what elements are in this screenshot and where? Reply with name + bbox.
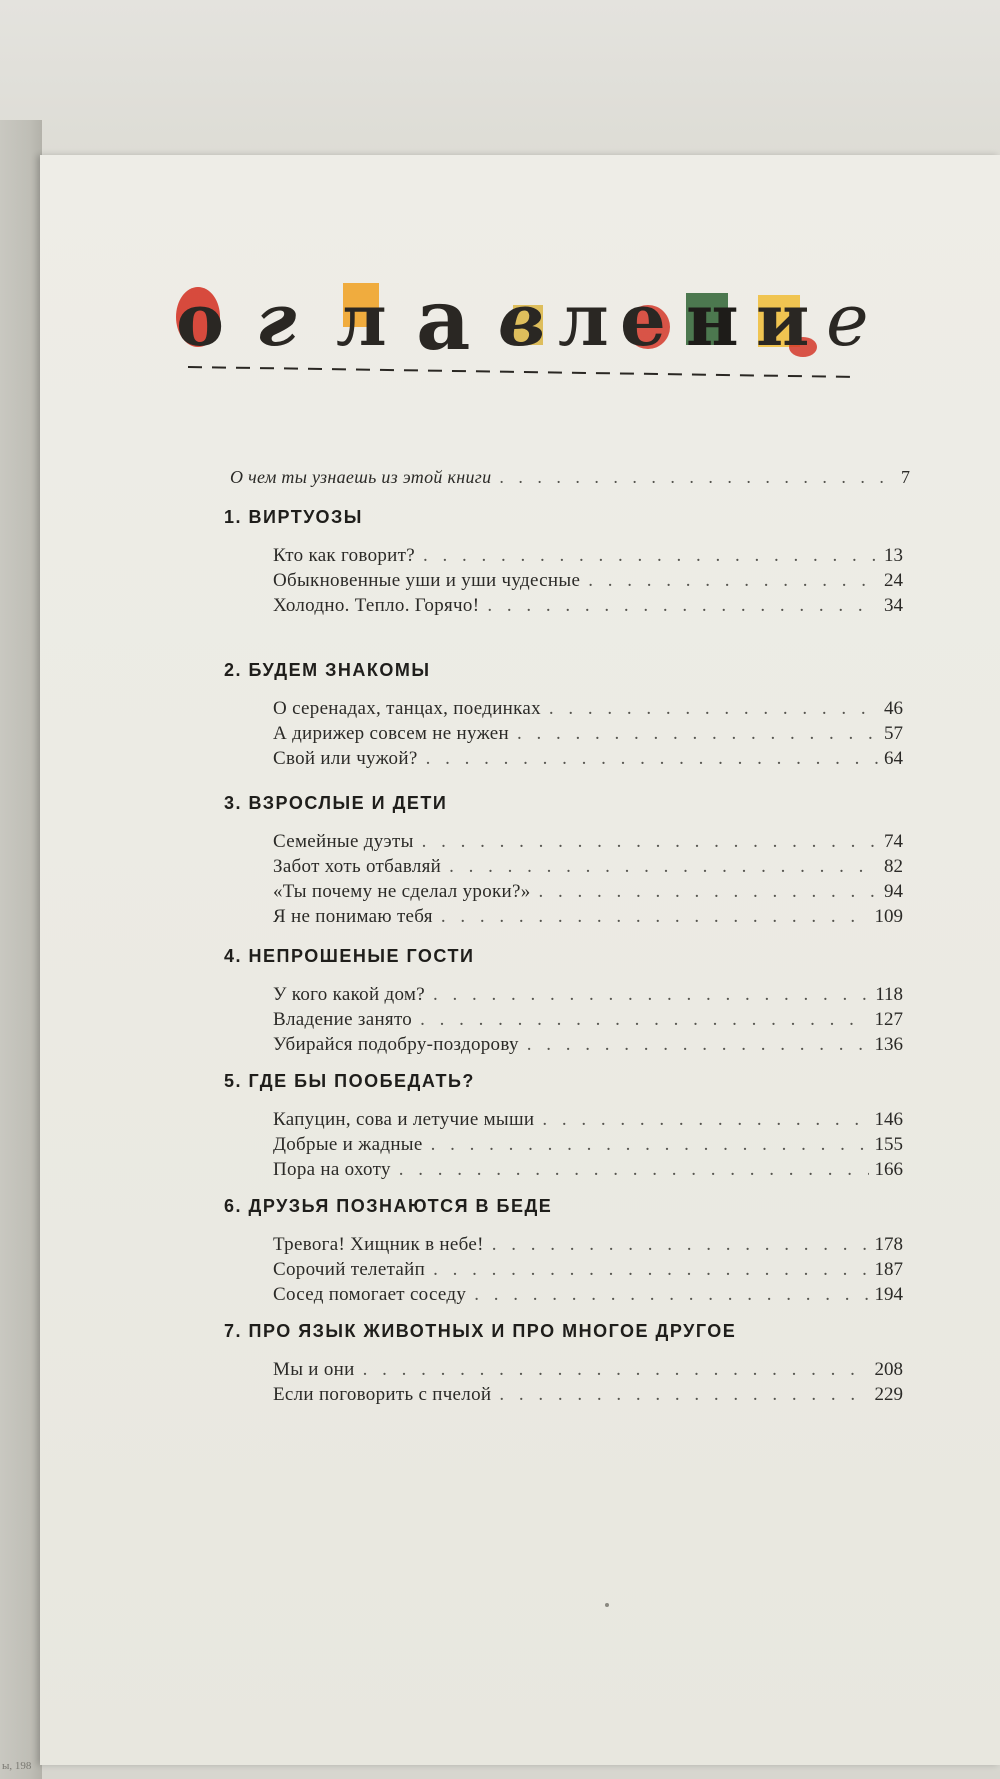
dot-leader [588,570,878,592]
entry-title: Владение занято [273,1009,413,1030]
dot-leader [426,748,878,770]
toc-entry[interactable] [273,748,903,770]
entry-title: Сосед помогает соседу [273,1284,467,1305]
chapter-title[interactable]: 5. ГДЕ БЫ ПООБЕДАТЬ? [224,1071,475,1091]
entry-title: Капуцин, сова и летучие мыши [273,1109,535,1130]
dot-leader [517,723,878,745]
dot-leader [487,595,878,617]
page-number: 136 [874,1034,903,1055]
page-speck [605,1603,609,1607]
background-top [0,0,1000,160]
page-number: 178 [874,1234,903,1255]
chapter-title[interactable]: 2. БУДЕМ ЗНАКОМЫ [224,660,431,680]
entry-title: О чем ты узнаешь из этой книги [230,467,492,487]
page-number: 187 [874,1259,903,1280]
dot-leader [423,545,878,567]
entry-title: Мы и они [273,1359,355,1380]
page-number: 229 [874,1384,903,1405]
book-page [40,155,1000,1765]
toc-entry[interactable] [273,723,903,745]
toc-entry[interactable] [273,1009,903,1031]
heading-letter: л [336,277,387,362]
entry-title: Кто как говорит? [273,545,415,566]
dot-leader [542,1109,868,1131]
entry-title: Тревога! Хищник в небе! [273,1234,484,1255]
page-number: 118 [875,984,903,1005]
entry-title: Убирайся подобру-поздорову [273,1034,519,1055]
heading-letter: а [416,270,471,369]
dot-leader [431,1134,869,1156]
entry-title: Забот хоть отбавляй [273,856,442,877]
heading-letter: н [686,277,739,362]
dot-leader [449,856,878,878]
toc-entry[interactable] [273,1384,903,1406]
dot-leader [492,1234,869,1256]
entry-title: Добрые и жадные [273,1134,423,1155]
heading-letter: и [756,277,810,362]
entry-title: Сорочий телетайп [273,1259,426,1280]
chapter-title[interactable]: 4. НЕПРОШЕНЫЕ ГОСТИ [224,946,475,966]
left-page-edge [0,120,42,1779]
toc-entry[interactable] [273,1034,903,1056]
page-number: 109 [874,906,903,927]
page-number: 7 [901,467,910,487]
page-number: 57 [884,723,903,744]
dot-leader [549,698,878,720]
entry-title: Я не понимаю тебя [273,906,433,927]
entry-title: У кого какой дом? [273,984,425,1005]
toc-entry[interactable] [273,570,903,592]
chapter-title[interactable]: 1. ВИРТУОЗЫ [224,507,363,527]
toc-entry[interactable] [273,1109,903,1131]
chapter-title[interactable]: 6. ДРУЗЬЯ ПОЗНАЮТСЯ В БЕДЕ [224,1196,553,1216]
dot-leader [441,906,869,928]
page-number: 46 [884,698,903,719]
toc-entry[interactable] [273,1359,903,1381]
dot-leader [433,1259,868,1281]
dot-leader [527,1034,869,1056]
page-number: 64 [884,748,903,769]
entry-title: Холодно. Тепло. Горячо! [273,595,480,616]
toc-entry[interactable] [273,984,903,1006]
chapter-title[interactable]: 7. ПРО ЯЗЫК ЖИВОТНЫХ И ПРО МНОГОЕ ДРУГОЕ [224,1321,737,1341]
dot-leader [363,1359,869,1381]
table-of-contents [40,155,1000,1765]
entry-title: Обыкновенные уши и уши чудесные [273,570,581,591]
page-number: 146 [874,1109,903,1130]
page-number: 127 [874,1009,903,1030]
page-number: 74 [884,831,903,852]
toc-entry[interactable] [273,906,903,928]
dot-leader [399,1159,869,1181]
intro-entry[interactable] [230,467,910,488]
dot-leader [422,831,878,853]
heading-letter: г [256,277,297,362]
dot-leader [499,1384,868,1406]
toc-entry[interactable] [273,1134,903,1156]
page-number: 82 [884,856,903,877]
toc-entry[interactable] [273,698,903,720]
page-number: 166 [874,1159,903,1180]
dot-leader [474,1284,868,1306]
dot-leader [539,881,878,903]
dot-leader [499,467,895,488]
dot-leader [420,1009,868,1031]
toc-entry[interactable] [273,1159,903,1181]
page-number: 34 [884,595,903,616]
toc-entry[interactable] [273,1259,903,1281]
entry-title: Свой или чужой? [273,748,418,769]
page-number: 155 [874,1134,903,1155]
toc-entry[interactable] [273,831,903,853]
toc-entry[interactable] [273,1284,903,1306]
entry-title: Пора на охоту [273,1159,391,1180]
entry-title: Семейные дуэты [273,831,414,852]
page-number: 194 [874,1284,903,1305]
toc-entry[interactable] [273,1234,903,1256]
heading-letter: е [620,277,666,362]
edge-mark: ы, 198 [2,1760,32,1772]
entry-title: А дирижер совсем не нужен [273,723,509,744]
heading-letter: в [498,277,546,362]
toc-entry[interactable] [273,881,903,903]
heading-letter: о [176,277,225,362]
page-number: 13 [884,545,903,566]
toc-entry[interactable] [273,595,903,617]
chapter-title[interactable]: 3. ВЗРОСЛЫЕ И ДЕТИ [224,793,448,813]
toc-entry[interactable] [273,856,903,878]
toc-entry[interactable] [273,545,903,567]
entry-title: «Ты почему не сделал уроки?» [273,881,531,902]
page-number: 24 [884,570,903,591]
page-number: 94 [884,881,903,902]
dot-leader [433,984,869,1006]
heading-letter: л [558,277,609,362]
page-number: 208 [874,1359,903,1380]
entry-title: Если поговорить с пчелой [273,1384,492,1405]
entry-title: О серенадах, танцах, поединках [273,698,541,719]
heading-letter: е [826,278,869,362]
